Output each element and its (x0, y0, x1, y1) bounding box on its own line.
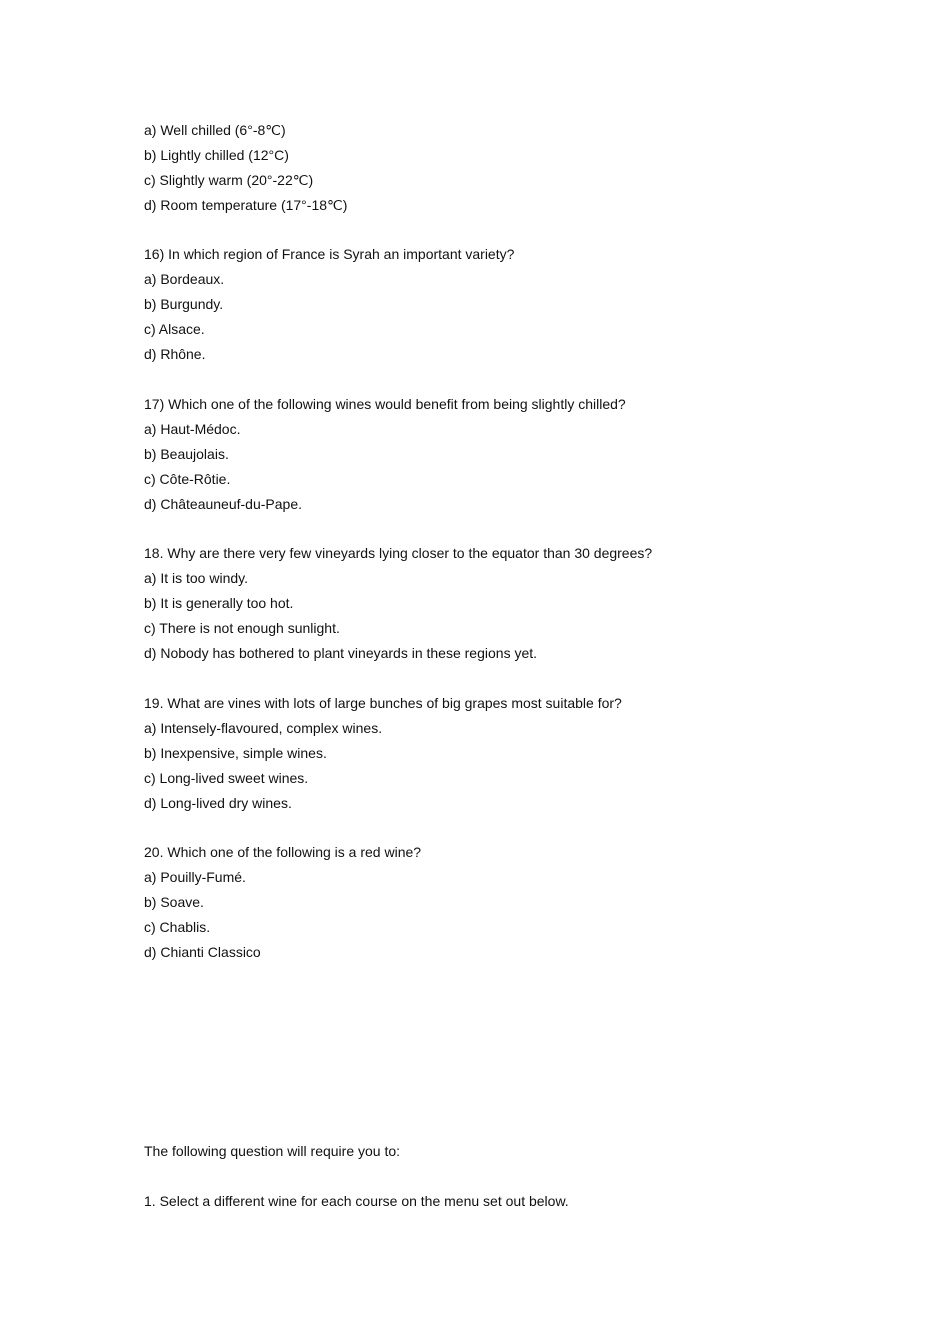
q18-option-d: d) Nobody has bothered to plant vineyards in these regions yet. (144, 645, 538, 661)
q19-option-c: c) Long-lived sweet wines. (144, 770, 309, 786)
q20-option-c: c) Chablis. (144, 919, 211, 935)
q17-text: 17) Which one of the following wines would benefit from being slightly chilled? (144, 396, 626, 412)
q16-option-b: b) Burgundy. (144, 296, 224, 312)
q17-option-b: b) Beaujolais. (144, 446, 229, 462)
q17-option-a: a) Haut-Médoc. (144, 421, 241, 437)
q18-option-b: b) It is generally too hot. (144, 595, 294, 611)
q17-option-d: d) Châteauneuf-du-Pape. (144, 496, 302, 512)
q19-text: 19. What are vines with lots of large bunches of big grapes most suitable for? (144, 695, 622, 711)
q17-option-c: c) Côte-Rôtie. (144, 471, 231, 487)
q19-option-d: d) Long-lived dry wines. (144, 795, 292, 811)
q18-option-a: a) It is too windy. (144, 570, 249, 586)
q19-option-b: b) Inexpensive, simple wines. (144, 745, 327, 761)
followup-step-1: 1. Select a different wine for each course on the menu set out below. (144, 1193, 569, 1209)
q15-option-a: a) Well chilled (6°-8℃) (144, 122, 286, 138)
q20-text: 20. Which one of the following is a red wine? (144, 844, 422, 860)
q16-option-c: c) Alsace. (144, 321, 205, 337)
q20-option-d: d) Chianti Classico (144, 944, 261, 960)
followup-intro: The following question will require you to: (144, 1143, 401, 1159)
q15-option-d: d) Room temperature (17°-18℃) (144, 197, 348, 213)
q18-option-c: c) There is not enough sunlight. (144, 620, 340, 636)
q19-option-a: a) Intensely-flavoured, complex wines. (144, 720, 383, 736)
q15-option-c: c) Slightly warm (20°-22℃) (144, 172, 314, 188)
q16-text: 16) In which region of France is Syrah an important variety? (144, 246, 515, 262)
q18-text: 18. Why are there very few vineyards lying closer to the equator than 30 degrees? (144, 545, 653, 561)
q15-option-b: b) Lightly chilled (12°C) (144, 147, 289, 163)
q16-option-d: d) Rhône. (144, 346, 206, 362)
q20-option-a: a) Pouilly-Fumé. (144, 869, 246, 885)
q20-option-b: b) Soave. (144, 894, 204, 910)
q16-option-a: a) Bordeaux. (144, 271, 225, 287)
